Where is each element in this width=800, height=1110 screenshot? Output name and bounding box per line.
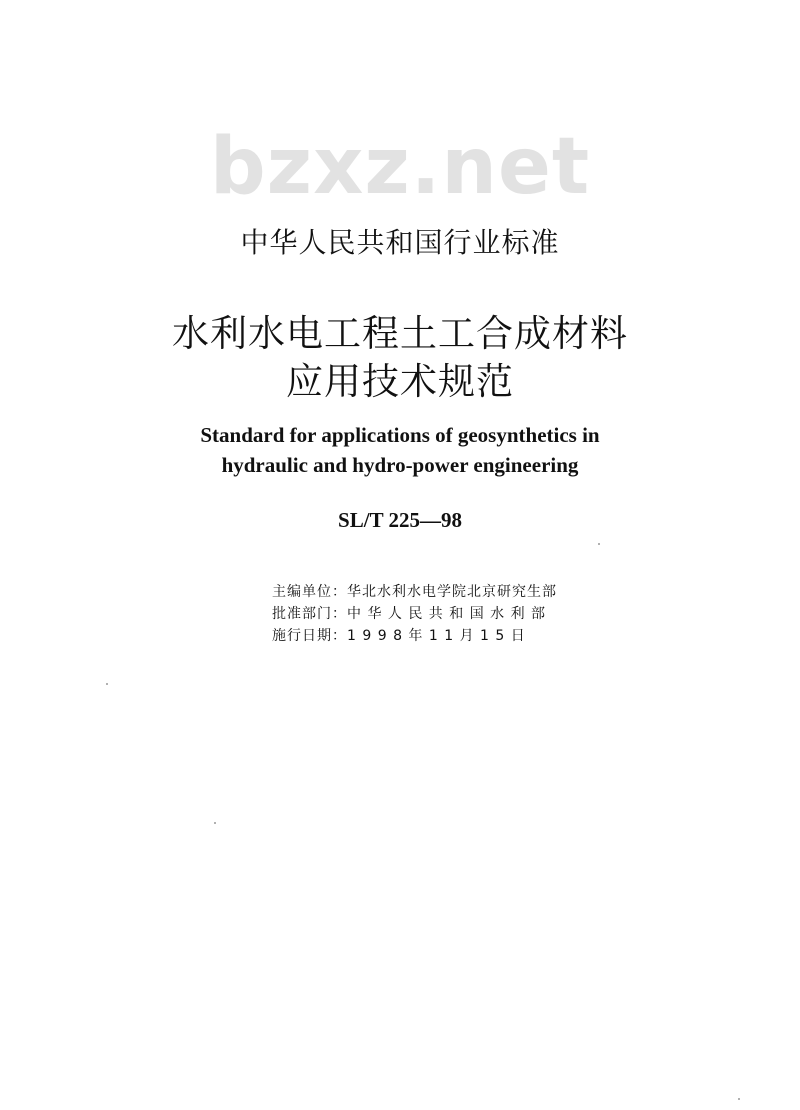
chinese-title: [0, 310, 800, 406]
english-title-line-2: hydraulic and hydro-power engineering: [221, 453, 579, 477]
standard-code: SL/T 225—98: [338, 508, 462, 532]
watermark-logo: bzxz.net: [209, 122, 591, 212]
chinese-title-line-2: 应用技术规范: [286, 360, 514, 403]
scan-speck: [106, 683, 108, 685]
approving-department: 批准部门：中 华 人 民 共 和 国 水 利 部: [272, 606, 547, 622]
editor-unit: 主编单位：华北水利水电学院北京研究生部: [272, 584, 557, 600]
scan-speck: [598, 543, 600, 545]
effective-date: 施行日期：1 9 9 8 年 1 1 月 1 5 日: [272, 628, 526, 644]
english-title: [0, 420, 800, 480]
standard-category: 中华人民共和国行业标准: [240, 226, 560, 259]
chinese-title-line-1: 水利水电工程土工合成材料: [172, 312, 628, 355]
english-title-line-1: Standard for applications of geosynthetics in: [200, 423, 600, 447]
scan-speck: [738, 1098, 740, 1100]
publication-info: [272, 581, 557, 647]
scan-speck: [214, 822, 216, 824]
